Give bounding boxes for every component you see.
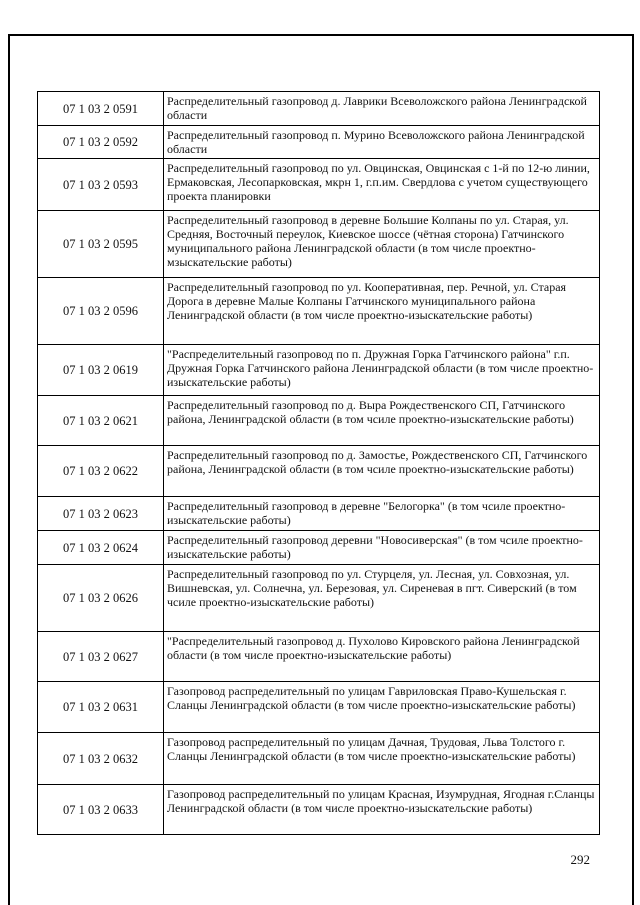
budget-code-cell: 07 1 03 2 0627 (38, 632, 164, 682)
table-row (38, 345, 600, 396)
budget-code-cell: 07 1 03 2 0633 (38, 785, 164, 835)
budget-code-cell: 07 1 03 2 0623 (38, 497, 164, 531)
page-number: 292 (570, 852, 590, 867)
project-description-cell: "Распределительный газопровод д. Пухолово Кировского района Ленинградской области (в том числе проектно-изыскательские работы) (164, 632, 600, 682)
project-description-cell: Распределительный газопровод по д. Замостье, Рождественского СП, Гатчинского района, Ленинградской области (в том чсиле проектно-изыскательские работы) (164, 446, 600, 497)
budget-code-cell: 07 1 03 2 0621 (38, 396, 164, 446)
budget-code-cell: 07 1 03 2 0591 (38, 92, 164, 126)
table-row (38, 278, 600, 345)
project-description-cell: Распределительный газопровод п. Мурино Всеволожского района Ленинградской области (164, 126, 600, 159)
budget-code-cell: 07 1 03 2 0592 (38, 126, 164, 159)
table-row (38, 446, 600, 497)
table-row (38, 396, 600, 446)
project-description-cell: Распределительный газопровод по ул. Кооперативная, пер. Речной, ул. Старая Дорога в деревне Малые Колпаны Гатчинского муниципального района Ленинградской области (в том числе проектно-изыскательские работы) (164, 278, 600, 345)
page-frame-right-border (632, 34, 634, 905)
project-description-cell: Газопровод распределительный по улицам Гавриловская Право-Кушельская г. Сланцы Ленинградской области (в том числе проектно-изыскательские работы) (164, 682, 600, 733)
table-row (38, 682, 600, 733)
project-description-cell: "Распределительный газопровод по п. Дружная Горка Гатчинского района" г.п. Дружная Горка Гатчинского района Ленинградской области (в том числе проектно-изыскательские работы) (164, 345, 600, 396)
project-description-cell: Газопровод распределительный по улицам Красная, Изумрудная, Ягодная г.Сланцы Ленинградской области (в том числе проектно-изыскательские работы) (164, 785, 600, 835)
page-frame-left-border (8, 34, 10, 905)
table-row (38, 126, 600, 159)
table-row (38, 531, 600, 565)
budget-code-cell: 07 1 03 2 0593 (38, 159, 164, 211)
project-description-cell: Распределительный газопровод деревни "Новосиверская" (в том чсиле проектно-изыскательские работы) (164, 531, 600, 565)
budget-code-cell: 07 1 03 2 0595 (38, 211, 164, 278)
project-description-cell: Газопровод распределительный по улицам Дачная, Трудовая, Льва Толстого г. Сланцы Ленинградской области (в том числе проектно-изыскательские работы) (164, 733, 600, 785)
page-frame-top-border (8, 34, 634, 36)
budget-code-cell: 07 1 03 2 0624 (38, 531, 164, 565)
project-description-cell: Распределительный газопровод по ул. Овцинская, Овцинская с 1-й по 12-ю линии, Ермаковская, Лесопарковская, мкрн 1, г.п.им. Свердлова с учетом существующего проекта планировки (164, 159, 600, 211)
table-row (38, 211, 600, 278)
table-row (38, 733, 600, 785)
budget-code-cell: 07 1 03 2 0632 (38, 733, 164, 785)
project-description-cell: Распределительный газопровод в деревне "Белогорка" (в том чсиле проектно-изыскательские работы) (164, 497, 600, 531)
table-row (38, 159, 600, 211)
table-row (38, 497, 600, 531)
budget-code-cell: 07 1 03 2 0619 (38, 345, 164, 396)
project-description-cell: Распределительный газопровод по д. Выра Рождественского СП, Гатчинского района, Ленинградской области (в том чсиле проектно-изыскательские работы) (164, 396, 600, 446)
table-row (38, 565, 600, 632)
budget-code-cell: 07 1 03 2 0631 (38, 682, 164, 733)
table-row (38, 632, 600, 682)
budget-code-table-body (38, 92, 600, 835)
project-description-cell: Распределительный газопровод в деревне Большие Колпаны по ул. Старая, ул. Средняя, Восточный переулок, Киевское шоссе (чётная сторона) Гатчинского муниципального района Ленинградской области (в том числе проектно-мзыскательские работы) (164, 211, 600, 278)
project-description-cell: Распределительный газопровод д. Лаврики Всеволожского района Ленинградской области (164, 92, 600, 126)
table-row (38, 785, 600, 835)
budget-code-table (37, 91, 600, 835)
budget-code-cell: 07 1 03 2 0596 (38, 278, 164, 345)
budget-code-cell: 07 1 03 2 0626 (38, 565, 164, 632)
table-row (38, 92, 600, 126)
project-description-cell: Распределительный газопровод по ул. Стурцеля, ул. Лесная, ул. Совхозная, ул. Вишневская, ул. Солнечна, ул. Березовая, ул. Сиреневая в пгт. Сиверский (в том чсиле проектно-изыскательские работы) (164, 565, 600, 632)
budget-code-cell: 07 1 03 2 0622 (38, 446, 164, 497)
